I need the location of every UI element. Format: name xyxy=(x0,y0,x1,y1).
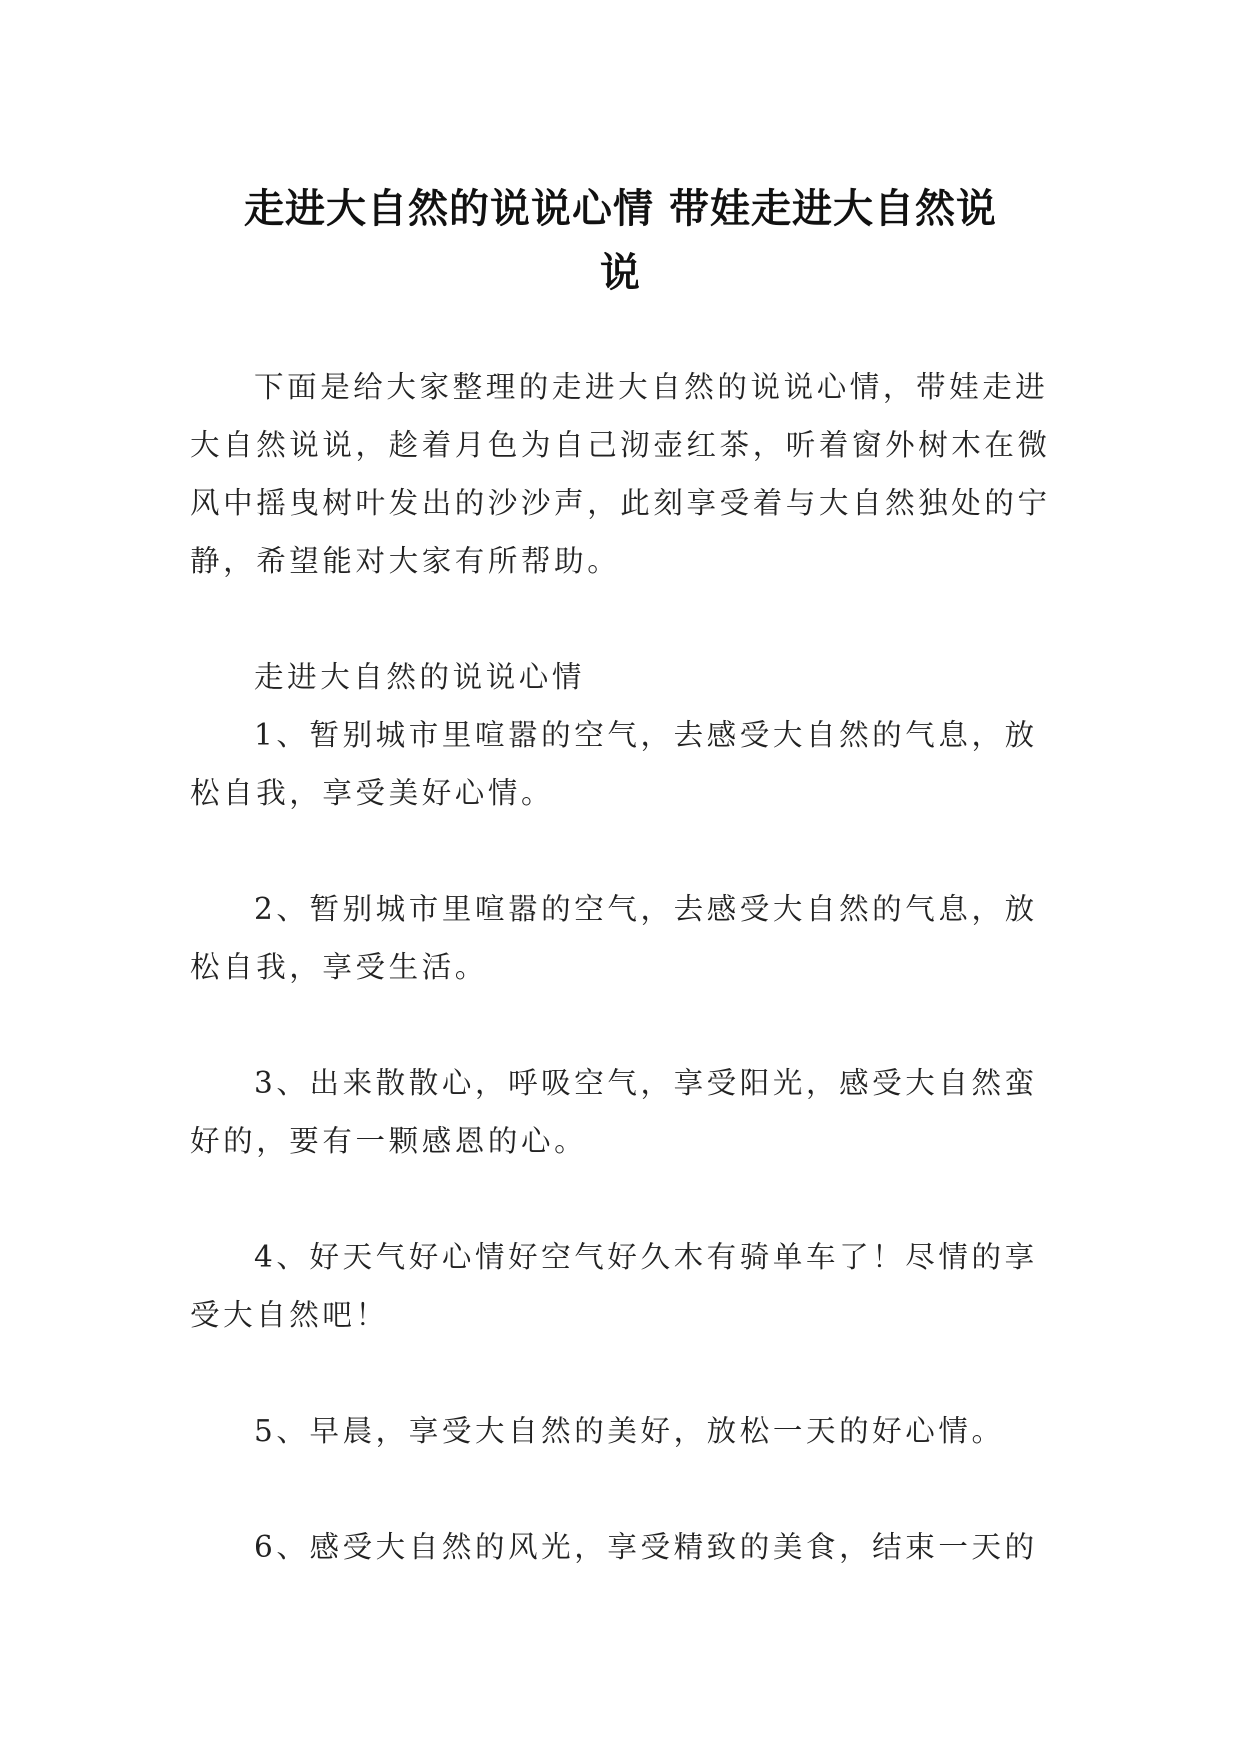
title-line-1: 走进大自然的说说心情 带娃走进大自然说 xyxy=(244,185,997,232)
list-item: 3、出来散散心，呼吸空气，享受阳光，感受大自然蛮好的，要有一颗感恩的心。 xyxy=(190,1066,1038,1158)
intro-paragraph: 下面是给大家整理的走进大自然的说说心情，带娃走进大自然说说，趁着月色为自己沏壶红茶，听着窗外树木在微风中摇曳树叶发出的沙沙声，此刻享受着与大自然独处的宁静，希望能对大家有所帮助。 xyxy=(190,370,1051,578)
list-item: 5、早晨，享受大自然的美好，放松一天的好心情。 xyxy=(254,1414,1005,1448)
document-body xyxy=(190,358,1056,1576)
title-line-2: 说 xyxy=(600,249,641,296)
list-item: 1、暂别城市里喧嚣的空气，去感受大自然的气息，放松自我，享受美好心情。 xyxy=(190,718,1038,810)
list-item: 6、感受大自然的风光，享受精致的美食，结束一天的 xyxy=(254,1530,1038,1564)
list-item: 4、好天气好心情好空气好久木有骑单车了！尽情的享受大自然吧！ xyxy=(190,1240,1038,1332)
list-item: 2、暂别城市里喧嚣的空气，去感受大自然的气息，放松自我，享受生活。 xyxy=(190,892,1038,984)
section-heading: 走进大自然的说说心情 xyxy=(254,660,586,694)
document-title xyxy=(150,177,1091,305)
